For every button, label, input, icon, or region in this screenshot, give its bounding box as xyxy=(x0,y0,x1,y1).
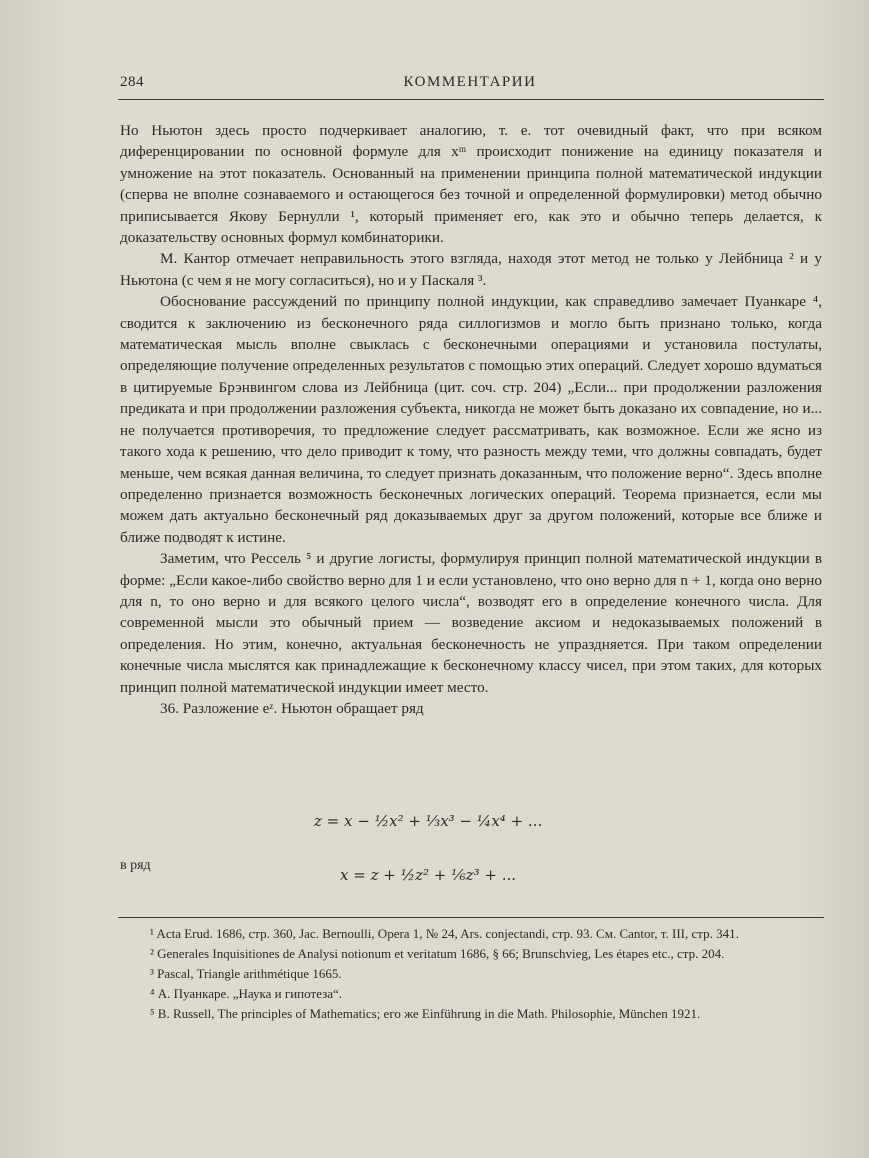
footnotes xyxy=(120,924,822,1024)
footnote-1: ¹ Acta Erud. 1686, стр. 360, Jac. Bernoulli, Opera 1, № 24, Ars. conjectandi, стр. 93. См. Cantor, т. III, стр. 341. xyxy=(150,926,739,941)
footnote-3: ³ Pascal, Triangle arithmétique 1665. xyxy=(150,966,342,981)
footnote-rule xyxy=(118,917,824,918)
header-rule xyxy=(118,99,824,100)
page-header xyxy=(120,74,820,96)
between-label: в ряд xyxy=(120,858,151,873)
main-text xyxy=(120,120,822,719)
formula-series-x: x = z + ½z² + ⅙z³ + ... xyxy=(340,866,516,884)
footnote-4: ⁴ А. Пуанкаре. „Наука и гипотеза“. xyxy=(150,986,342,1001)
paragraph-4: Заметим, что Рессель ⁵ и другие логисты, формулируя принцип полной математической индукции в форме: „Если какое-либо свойство верно для 1 и если установлено, что оно верно для n + 1, когда оно верно для n, то оно верно и для всякого целого числа“, возводят его в определение конечного числа. Для современной мысли это обычный прием — возведение аксиом и недоказываемых положений в определения. Но этим, конечно, актуальная бесконечность не упраздняется. При таком определении конечные числа мыслятся как принадлежащие к бесконечному классу чисел, при этом таких, для которых принцип полной математической индукции имеет место. xyxy=(120,550,822,696)
footnote-2: ² Generales Inquisitiones de Analysi notionum et veritatum 1686, § 66; Brunschvieg, Les étapes etc., стр. 204. xyxy=(150,946,725,961)
footnote-5: ⁵ B. Russell, The principles of Mathematics; его же Einführung in die Math. Philosophie, München 1921. xyxy=(150,1006,701,1021)
formula-series-z: z = x − ½x² + ⅓x³ − ¼x⁴ + ... xyxy=(314,812,543,830)
paragraph-2: М. Кантор отмечает неправильность этого взгляда, находя этот метод не только у Лейбница ² и у Ньютона (с чем я не могу согласиться), но и у Паскаля ³. xyxy=(120,250,822,289)
paragraph-3: Обоснование рассуждений по принципу полной индукции, как справедливо замечает Пуанкаре ⁴, сводится к заключению из бесконечного ряда силлогизмов и могло быть признано только, когда математическая мысль вполне свыклась с бесконечными операциями и установила постулаты, определяющие получение определенных результатов с помощью этих операций. Следует хорошо вдуматься в цитируемые Брэнвингом слова из Лейбница (цит. соч. стр. 204) „Если... при продолжении разложения предиката и при продолжении разложения субъекта, никогда не может быть доказано их совпадение, но и... не получается противоречия, то предложение следует рассматривать, как возможное. Если же ясно из такого хода к решению, что дело приводит к тому, что разность между теми, что должны совпадать, будет меньше, чем всякая данная величина, то следует признать доказанным, что положение верно“. Здесь вполне определенно признается возможность бесконечных логических операций. Теорема признается, если мы можем дать актуально бесконечный ряд доказываемых друг за другом положений, которые все ближе и ближе подводят к истине. xyxy=(120,293,822,546)
section-36-heading: 36. Разложение eᶻ. Ньютон обращает ряд xyxy=(160,699,424,717)
page-number: 284 xyxy=(120,74,144,90)
paragraph-1: Но Ньютон здесь просто подчеркивает аналогию, т. е. тот очевидный факт, что при всяком диференцировании по основной формуле для xᵐ происходит понижение на единицу показателя и умножение на этот показатель. Основанный на применении принципа полной математической индукции (сперва не вполне сознаваемого и остающегося без точной и определенной формулировки) метод обычно приписывается Якову Бернулли ¹, который применяет его, как это и обычно теперь делается, к доказательству основных формул комбинаторики. xyxy=(120,122,822,247)
running-title: КОММЕНТАРИИ xyxy=(403,74,537,90)
